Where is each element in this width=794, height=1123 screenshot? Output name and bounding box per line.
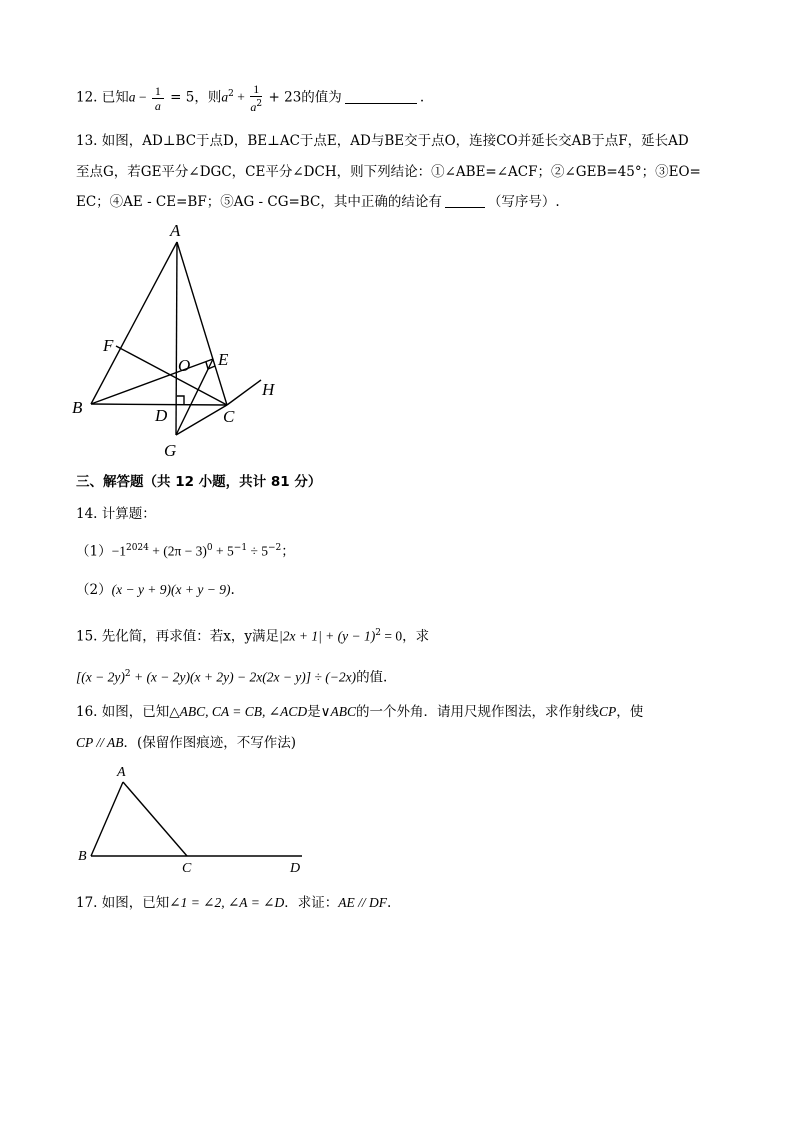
q12-frac1-den: a — [154, 98, 161, 113]
q14-p1-exp-c: −1 — [233, 543, 248, 553]
q12-frac2-den: a — [250, 100, 257, 114]
q14-p1-term-a: −1 — [111, 543, 126, 559]
segment-AC — [123, 782, 187, 856]
label-A: A — [117, 765, 126, 780]
q16-is: 是 — [307, 704, 321, 720]
q14-p1-exp-b: 0 — [206, 543, 213, 553]
q12-frac1-num: 1 — [152, 84, 164, 99]
q14-p1-term-c: + 5 — [212, 543, 234, 559]
label-D: D — [155, 406, 168, 425]
q16-make: ，使 — [616, 704, 644, 720]
q14-part-1 — [76, 538, 295, 562]
q17-lead: 17. 如图，已知 — [76, 895, 170, 911]
q14-p2-label: （2） — [76, 582, 112, 598]
q12-minus: − — [135, 89, 150, 105]
q14-p1-term-b: + (2π − 3) — [148, 543, 207, 559]
q14-part-2 — [76, 580, 235, 600]
q14-p1-end: ； — [281, 543, 295, 560]
q16-note: ．(保留作图痕迹，不写作法) — [123, 735, 297, 751]
q13-answer-blank[interactable] — [445, 193, 485, 208]
q13-line-3-text: EC；④AE - CE=BF；⑤AG - CG=BC，其中正确的结论有 — [76, 194, 442, 210]
q13-line-3-end: （写序号）. — [487, 194, 560, 210]
label-C: C — [182, 861, 192, 876]
q12-fraction-2 — [250, 82, 262, 114]
q12-frac2-square: 2 — [256, 99, 263, 109]
q15-condition: |2x + 1| + (y − 1) — [279, 628, 376, 644]
q12-lead: 12. 已知 — [76, 89, 129, 106]
q12-fraction-1 — [152, 84, 164, 113]
q15-line-1 — [76, 623, 429, 647]
q15-line-2 — [76, 664, 387, 688]
segment-BC — [91, 404, 227, 405]
q15-expr-part-b: + (x − 2y)(x + 2y) − 2x(2x − y)] ÷ (−2x) — [130, 669, 357, 685]
q16-parallel: CP // AB — [76, 735, 124, 750]
label-C: C — [223, 407, 235, 426]
q12-var-a: a — [128, 89, 136, 105]
label-B: B — [78, 849, 87, 864]
q12-eq5: = 5，则 — [165, 89, 222, 106]
q16-lead: 16. 如图，已知 — [76, 704, 170, 720]
label-O: O — [178, 356, 191, 375]
q17-given: ∠1 = ∠2, ∠A = ∠D — [169, 895, 285, 910]
q16-figure — [70, 760, 320, 880]
segment-AG — [176, 242, 177, 435]
q16-line-1 — [76, 702, 643, 722]
q16-line-2 — [76, 733, 296, 753]
segment-FC — [116, 346, 227, 405]
segment-AB — [91, 782, 123, 856]
label-D: D — [290, 861, 301, 876]
q15-expr-part-a: [(x − 2y) — [76, 669, 125, 685]
q14-p1-exp-a: 2024 — [125, 543, 149, 553]
q13-line-1: 13. 如图，AD⊥BC于点D，BE⊥AC于点E，AD与BE交于点O，连接CO并延长交AB于点F，延长AD — [76, 133, 689, 149]
q12-answer-blank[interactable] — [345, 89, 417, 104]
q12-square: 2 — [228, 89, 234, 99]
q12-tail: + 23的值为 — [264, 89, 342, 106]
q16-given: △ABC, CA = CB, ∠ACD — [169, 704, 308, 719]
q14-p1-exp-d: −2 — [267, 543, 282, 553]
segment-AB — [91, 242, 177, 404]
q13-line-3 — [76, 192, 560, 212]
label-F: F — [103, 336, 114, 355]
q13-line-2: 至点G，若GE平分∠DGC，CE平分∠DCH，则下列结论：①∠ABE=∠ACF；②∠GEB=45°；③EO= — [76, 164, 701, 180]
q16-instruction: 的一个外角．请用尺规作图法，求作射线 — [355, 704, 599, 720]
q14-p1-term-d: ÷ 5 — [247, 543, 268, 559]
q15-line-1-text: 15. 先化简，再求值：若x，y满足 — [76, 628, 280, 645]
q14-title: 14. 计算题： — [76, 506, 156, 522]
q14-p1-label: （1） — [76, 543, 112, 560]
label-B: B — [72, 398, 83, 417]
q12-end: . — [419, 89, 425, 106]
q14-p2-expr: (x − y + 9)(x + y − 9) — [111, 582, 231, 597]
q13-figure — [60, 215, 300, 465]
q16-ray: CP — [598, 704, 617, 719]
q12-var-a2: a — [221, 89, 229, 105]
q16-triangle: ∨ABC — [320, 704, 356, 719]
label-E: E — [218, 350, 229, 369]
question-12 — [76, 82, 424, 114]
right-angle-D — [177, 396, 184, 404]
section-3-title: 三、解答题（共 12 小题，共计 81 分） — [76, 474, 322, 490]
label-G: G — [164, 441, 177, 460]
q17-prove-label: ．求证： — [284, 895, 339, 911]
label-A: A — [170, 221, 181, 240]
q17-goal: AE // DF — [338, 895, 387, 910]
label-H: H — [262, 380, 275, 399]
q12-plus: + — [233, 89, 249, 105]
q17-end: . — [386, 895, 392, 911]
q15-expr-square: 2 — [124, 669, 131, 679]
question-17 — [76, 893, 391, 913]
q14-p2-end: . — [230, 582, 235, 598]
ray-CH — [227, 380, 261, 405]
q15-condition-square: 2 — [375, 628, 381, 638]
q12-frac2-num: 1 — [250, 82, 262, 97]
q15-line-1-end: = 0，求 — [380, 628, 430, 644]
q15-line-2-end: 的值. — [356, 669, 388, 686]
